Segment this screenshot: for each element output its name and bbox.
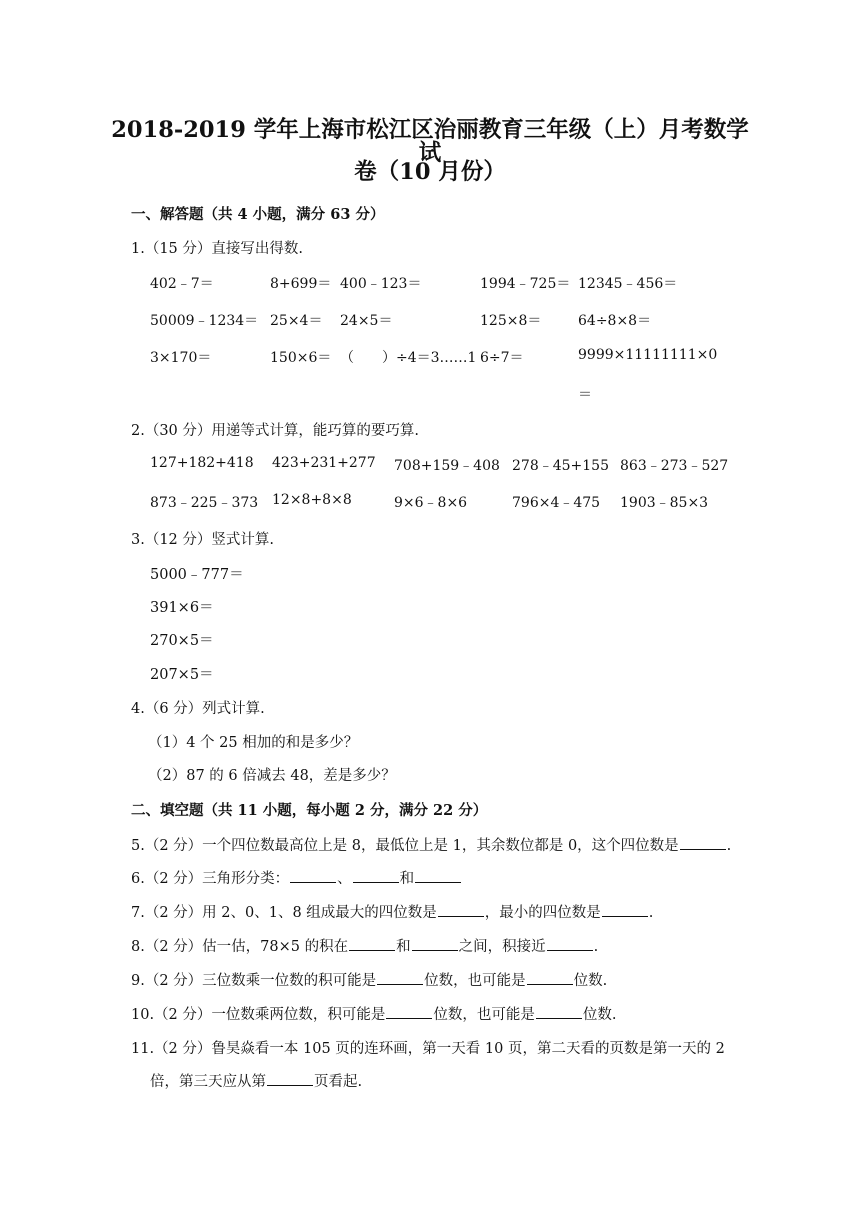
q1-item: 12345﹣456＝ bbox=[578, 276, 678, 292]
q8-text-c: 之间，积接近 bbox=[458, 939, 546, 955]
q1-item: 402﹣7＝ bbox=[150, 276, 214, 292]
q1-row-1 bbox=[0, 273, 860, 293]
question-8 bbox=[131, 935, 598, 956]
section-1-heading: 一、解答题（共 4 小题，满分 63 分） bbox=[131, 206, 385, 223]
answer-blank[interactable] bbox=[412, 936, 458, 951]
answer-blank[interactable] bbox=[377, 970, 423, 985]
answer-blank[interactable] bbox=[353, 868, 399, 883]
q1-item: （ ）÷4＝3……1 bbox=[340, 350, 477, 366]
question-1-stem: 1.（15 分）直接写出得数. bbox=[131, 241, 304, 257]
q2-item: 278﹣45+155 bbox=[512, 458, 609, 474]
answer-blank[interactable] bbox=[349, 936, 395, 951]
q2-item: 12×8+8×8 bbox=[272, 492, 352, 508]
q8-text-b: 和 bbox=[396, 939, 411, 955]
q2-item: 423+231+277 bbox=[272, 455, 376, 471]
answer-blank[interactable] bbox=[290, 868, 336, 883]
answer-blank[interactable] bbox=[547, 936, 593, 951]
answer-blank[interactable] bbox=[536, 1004, 582, 1019]
q4-item: （1）4 个 25 相加的和是多少？ bbox=[148, 735, 359, 751]
q9-text-c: 位数. bbox=[573, 973, 608, 989]
q7-text-b: ，最小的四位数是 bbox=[484, 905, 601, 921]
q1-row-continuation bbox=[0, 384, 860, 404]
q3-item: 270×5＝ bbox=[150, 633, 214, 649]
section-2-heading: 二、填空题（共 11 小题，每小题 2 分，满分 22 分） bbox=[131, 802, 488, 819]
answer-blank[interactable] bbox=[415, 868, 461, 883]
q6-text-b: 、 bbox=[337, 871, 352, 887]
q3-item: 5000﹣777＝ bbox=[150, 567, 244, 583]
question-9 bbox=[131, 969, 607, 990]
answer-blank[interactable] bbox=[267, 1071, 313, 1086]
answer-blank[interactable] bbox=[680, 835, 726, 850]
q1-item: 25×4＝ bbox=[270, 313, 323, 329]
question-5 bbox=[131, 834, 731, 855]
question-4-stem: 4.（6 分）列式计算. bbox=[131, 701, 265, 717]
question-11-line-2 bbox=[150, 1070, 362, 1091]
q1-item: 125×8＝ bbox=[480, 313, 542, 329]
q1-item: 24×5＝ bbox=[340, 313, 393, 329]
q8-text-a: 8.（2 分）估一估，78×5 的积在 bbox=[131, 939, 349, 955]
q10-text-c: 位数. bbox=[582, 1007, 617, 1023]
answer-blank[interactable] bbox=[527, 970, 573, 985]
q1-item-continuation: ＝ bbox=[578, 387, 592, 403]
answer-blank[interactable] bbox=[438, 902, 484, 917]
q2-item: 9×6﹣8×6 bbox=[394, 495, 468, 511]
q2-row-2 bbox=[0, 492, 860, 512]
q2-item: 873﹣225﹣373 bbox=[150, 495, 259, 511]
q8-text-d: . bbox=[593, 939, 599, 955]
q11-text-b: 页看起. bbox=[314, 1074, 363, 1090]
q11-text-a: 倍，第三天应从第 bbox=[150, 1074, 266, 1090]
q6-text-c: 和 bbox=[399, 871, 415, 887]
q2-item: 127+182+418 bbox=[150, 455, 254, 471]
q1-item: 8+699＝ bbox=[270, 276, 332, 292]
q6-text-a: 6.（2 分）三角形分类： bbox=[131, 871, 290, 887]
q1-row-3 bbox=[0, 347, 860, 367]
question-6 bbox=[131, 867, 462, 888]
q4-item: （2）87 的 6 倍减去 48，差是多少？ bbox=[148, 768, 396, 784]
q1-item: 400﹣123＝ bbox=[340, 276, 422, 292]
question-7 bbox=[131, 901, 653, 922]
question-3-stem: 3.（12 分）竖式计算. bbox=[131, 532, 275, 548]
q1-item: 64÷8×8＝ bbox=[578, 313, 652, 329]
q5-text-a: 5.（2 分）一个四位数最高位上是 8，最低位上是 1，其余数位都是 0，这个四位数是 bbox=[131, 838, 679, 854]
q1-item: 50009﹣1234＝ bbox=[150, 313, 259, 329]
q2-item: 863﹣273﹣527 bbox=[620, 458, 729, 474]
q10-text-b: 位数，也可能是 bbox=[433, 1007, 535, 1023]
q9-text-a: 9.（2 分）三位数乘一位数的积可能是 bbox=[131, 973, 377, 989]
q2-item: 708+159﹣408 bbox=[394, 458, 500, 474]
q1-item: 9999×11111111×0 bbox=[578, 347, 718, 363]
question-2-stem: 2.（30 分）用递等式计算，能巧算的要巧算. bbox=[131, 423, 420, 439]
exam-title-line-1: 2018-2019 学年上海市松江区治丽教育三年级（上）月考数学试 bbox=[111, 117, 749, 166]
q7-text-a: 7.（2 分）用 2、0、1、8 组成最大的四位数是 bbox=[131, 905, 437, 921]
q2-item: 1903﹣85×3 bbox=[620, 495, 709, 511]
q1-item: 150×6＝ bbox=[270, 350, 332, 366]
question-10 bbox=[131, 1003, 617, 1024]
question-11-line-1: 11.（2 分）鲁昊焱看一本 105 页的连环画，第一天看 10 页，第二天看的页数是第一天的 2 bbox=[131, 1041, 725, 1057]
q3-item: 391×6＝ bbox=[150, 600, 214, 616]
q2-item: 796×4﹣475 bbox=[512, 495, 601, 511]
q1-item: 6÷7＝ bbox=[480, 350, 524, 366]
q7-text-c: . bbox=[648, 905, 654, 921]
q3-item: 207×5＝ bbox=[150, 667, 214, 683]
answer-blank[interactable] bbox=[602, 902, 648, 917]
q10-text-a: 10.（2 分）一位数乘两位数，积可能是 bbox=[131, 1007, 386, 1023]
q1-row-2 bbox=[0, 310, 860, 330]
q1-item: 3×170＝ bbox=[150, 350, 212, 366]
exam-title-line-2: 卷（10 月份） bbox=[354, 159, 506, 185]
answer-blank[interactable] bbox=[386, 1004, 432, 1019]
q5-text-b: . bbox=[726, 838, 732, 854]
q9-text-b: 位数，也可能是 bbox=[424, 973, 526, 989]
q2-row-1 bbox=[0, 455, 860, 475]
q1-item: 1994﹣725＝ bbox=[480, 276, 571, 292]
